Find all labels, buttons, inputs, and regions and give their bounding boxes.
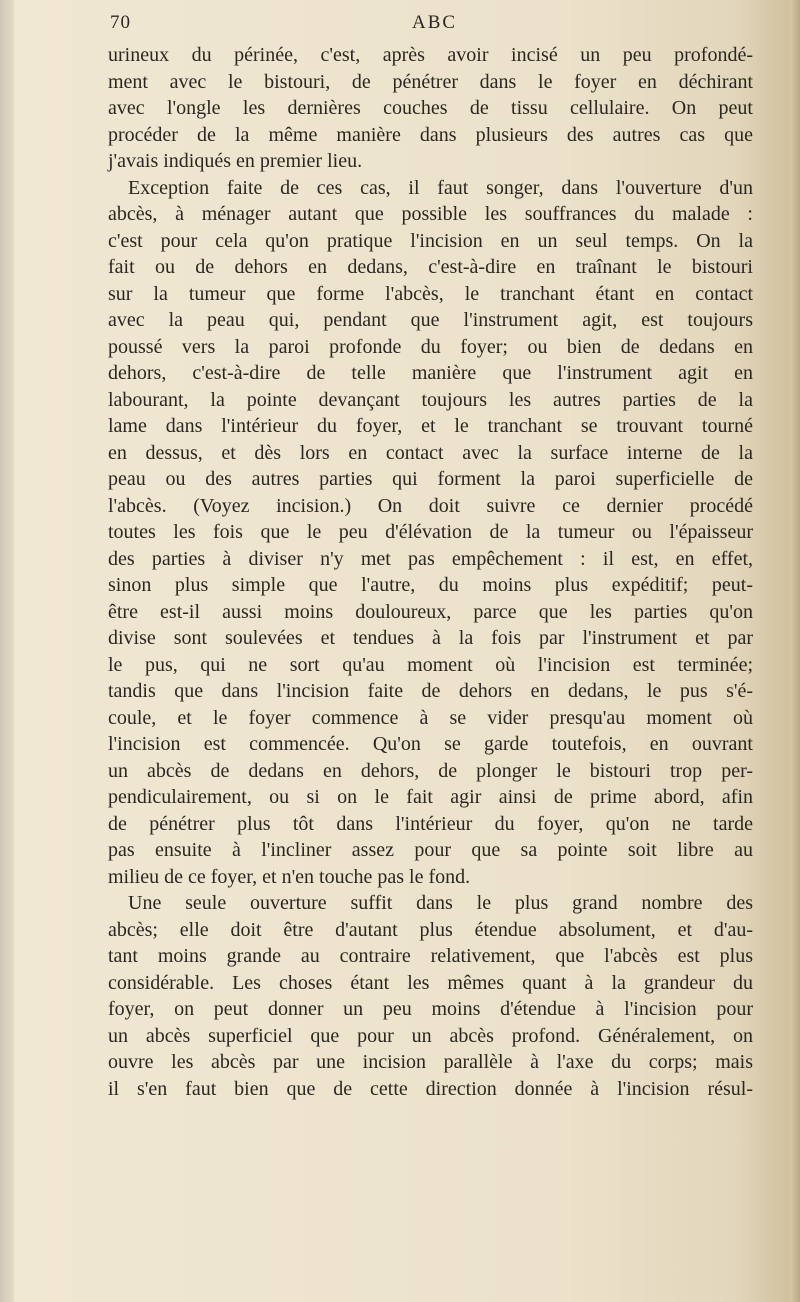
text-line: j'avais indiqués en premier lieu. xyxy=(108,150,363,172)
text-line: en dessus, et dès lors en contact avec la surface interne de la xyxy=(108,441,753,464)
text-line: le pus, qui ne sort qu'au moment où l'incision est terminée; xyxy=(108,653,753,676)
text-line: lame dans l'intérieur du foyer, et le tranchant se trouvant tourné xyxy=(108,415,753,437)
text-line: procéder de la même manière dans plusieurs des autres cas que xyxy=(108,123,753,146)
text-line: foyer, on peut donner un peu moins d'étendue à l'incision pour xyxy=(108,998,753,1020)
text-line: poussé vers la paroi profonde du foyer; ou bien de dedans en xyxy=(108,335,753,358)
text-line: dehors, c'est-à-dire de telle manière que l'instrument agit en xyxy=(108,362,753,384)
text-line: coule, et le foyer commence à se vider presqu'au moment où xyxy=(108,706,753,729)
running-title: ABC xyxy=(412,12,458,33)
text-line: labourant, la pointe devançant toujours les autres parties de la xyxy=(108,388,753,411)
text-line: Exception faite de ces cas, il faut songer, dans l'ouverture d'un xyxy=(128,176,753,199)
text-line: il s'en faut bien que de cette direction donnée à l'incision résul- xyxy=(108,1077,753,1100)
text-line: urineux du périnée, c'est, après avoir incisé un peu profondé- xyxy=(108,44,753,66)
text-line: pendiculairement, ou si on le fait agir ainsi de prime abord, afin xyxy=(108,786,753,808)
text-line: l'incision est commencée. Qu'on se garde toutefois, en ouvrant xyxy=(108,733,753,755)
page-gutter-edge xyxy=(0,0,14,1302)
text-line: sinon plus simple que l'autre, du moins plus expéditif; peut- xyxy=(108,574,753,596)
page-number: 70 xyxy=(110,12,131,33)
text-line: Une seule ouverture suffit dans le plus grand nombre des xyxy=(128,892,753,914)
text-line: un abcès de dedans en dehors, de plonger le bistouri trop per- xyxy=(108,759,753,782)
page-outer-edge xyxy=(790,0,800,1302)
body-text xyxy=(108,42,753,1102)
text-line: tant moins grande au contraire relativement, que l'abcès est plus xyxy=(108,945,753,967)
text-line: un abcès superficiel que pour un abcès profond. Généralement, on xyxy=(108,1024,753,1047)
text-line: milieu de ce foyer, et n'en touche pas le fond. xyxy=(108,865,471,888)
text-line: divise sont soulevées et tendues à la fois par l'instrument et par xyxy=(108,627,753,649)
text-line: abcès; elle doit être d'autant plus étendue absolument, et d'au- xyxy=(108,918,753,941)
text-line: avec l'ongle les dernières couches de tissu cellulaire. On peut xyxy=(108,97,753,119)
text-line: considérable. Les choses étant les mêmes quant à la grandeur du xyxy=(108,971,753,994)
text-line: l'abcès. (Voyez incision.) On doit suivre ce dernier procédé xyxy=(108,494,753,517)
text-line: de pénétrer plus tôt dans l'intérieur du foyer, qu'on ne tarde xyxy=(108,812,753,835)
text-line: tandis que dans l'incision faite de dehors en dedans, le pus s'é- xyxy=(108,680,753,702)
text-line: fait ou de dehors en dedans, c'est-à-dire en traînant le bistouri xyxy=(108,256,753,278)
text-line: avec la peau qui, pendant que l'instrument agit, est toujours xyxy=(108,309,753,331)
text-line: abcès, à ménager autant que possible les souffrances du malade : xyxy=(108,203,753,225)
text-line: c'est pour cela qu'on pratique l'incision en un seul temps. On la xyxy=(108,229,753,252)
text-line: ment avec le bistouri, de pénétrer dans le foyer en déchirant xyxy=(108,70,753,93)
text-line: des parties à diviser n'y met pas empêchement : il est, en effet, xyxy=(108,547,753,570)
text-line: peau ou des autres parties qui forment la paroi superficielle de xyxy=(108,468,753,490)
text-line: sur la tumeur que forme l'abcès, le tranchant étant en contact xyxy=(108,282,753,305)
text-line: ouvre les abcès par une incision parallèle à l'axe du corps; mais xyxy=(108,1051,753,1073)
text-line: être est-il aussi moins douloureux, parce que les parties qu'on xyxy=(108,600,753,623)
text-line: toutes les fois que le peu d'élévation de la tumeur ou l'épaisseur xyxy=(108,521,753,543)
text-line: pas ensuite à l'incliner assez pour que sa pointe soit libre au xyxy=(108,839,753,861)
page-header xyxy=(108,12,748,42)
